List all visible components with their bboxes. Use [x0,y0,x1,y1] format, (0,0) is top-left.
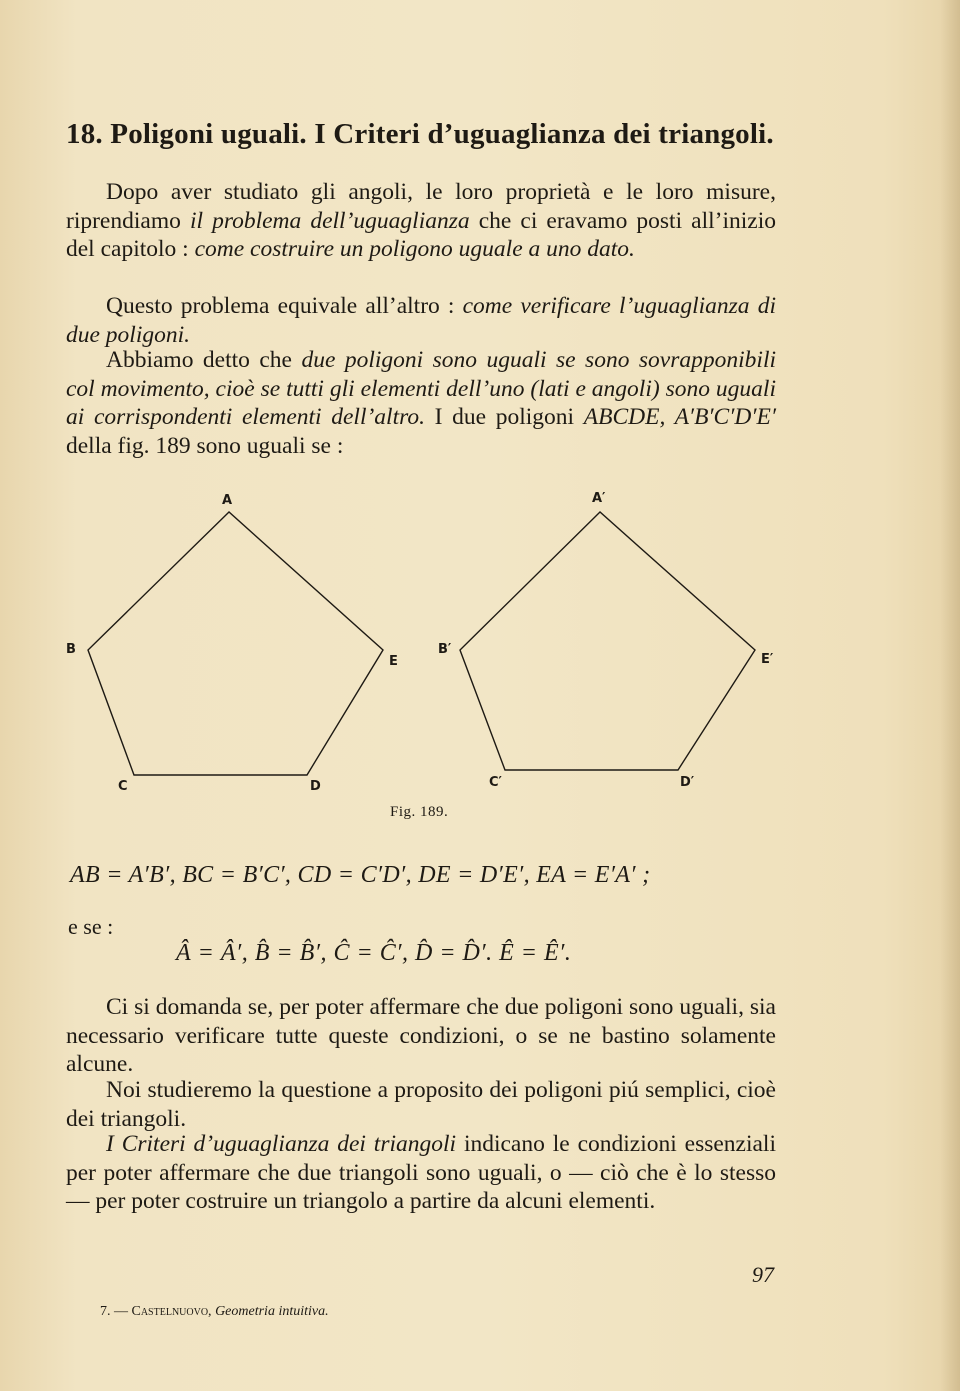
p3-text-b: I due poligoni [425,404,584,430]
p3-italic-2: ABCDE, A′B′C′D′E′ [583,404,776,430]
p1-italic-1: il problema dell’uguaglianza [189,207,470,234]
p6-text: indicano le condizioni essenziali per poter affermare che due triangoli sono uguali, o — ciò che è lo stesso — per poter costruire un triangolo a partire da alcuni elementi. [66,1131,776,1214]
p3-text-a: Abbiamo detto che [106,347,302,373]
footer-sheet-mark: 7. — [100,1304,132,1319]
label-C: C [118,779,128,794]
formula-and-if: e se : [68,914,114,939]
p2-italic: come verificare l’uguaglianza di due poligoni. [66,293,776,348]
label-E: E [389,654,398,669]
label-A: A [222,493,233,508]
label-B: B [66,642,76,657]
label-A-prime: A′ [592,491,606,506]
footer-title: Geometria intuitiva. [215,1304,329,1319]
p3-italic-1: due poligoni sono uguali se sono sovrapponibili col movimento, cioè se tutti gli elementi dell’uno (lati e angoli) sono uguali ai corrispondenti elementi dell’altro. [66,347,777,430]
p1-text-a: Dopo aver studiato gli angoli, le loro proprietà e le loro misure, riprendiamo [66,179,776,234]
label-D: D [310,779,321,794]
label-B-prime: B′ [438,642,452,657]
paragraph-6 [66,1130,776,1216]
formula-sides: AB = A′B′, BC = B′C′, CD = C′D′, DE = D′E′, EA = E′A′ ; [70,862,651,888]
footer-author: Castelnuovo, [131,1304,212,1319]
paragraph-4: Ci si domanda se, per poter affermare che due poligoni sono uguali, sia necessario verificare tutte queste condizioni, o se ne bastino solamente alcune. [66,994,776,1077]
p3-text-c: della fig. 189 sono uguali se : [66,432,344,459]
formula-angles: Â = Â′, B̂ = B̂′, Ĉ = Ĉ′, D̂ = D̂′. Ê = Ê′. [176,940,572,966]
label-D-prime: D′ [680,775,695,790]
label-E-prime: E′ [761,652,774,667]
section-heading: 18. Poligoni uguali. I Criteri d’uguaglianza dei triangoli. [66,118,774,150]
footer-signature [100,1304,329,1320]
figure-caption: Fig. 189. [390,804,449,820]
p1-text-b: che ci eravamo posti all’inizio del capitolo : [66,207,776,262]
paragraph-5: Noi studieremo la questione a proposito dei poligoni piú semplici, cioè dei triangoli. [66,1077,776,1132]
p1-italic-2: come costruire un poligono uguale a uno dato. [194,236,635,262]
p2-text-a: Questo problema equivale all’altro : [106,293,463,319]
pentagon-right [460,512,755,770]
pentagon-left [88,512,383,775]
p6-italic: I Criteri d’uguaglianza dei triangoli [106,1131,457,1157]
page-number: 97 [752,1262,774,1287]
label-C-prime: C′ [489,775,502,790]
